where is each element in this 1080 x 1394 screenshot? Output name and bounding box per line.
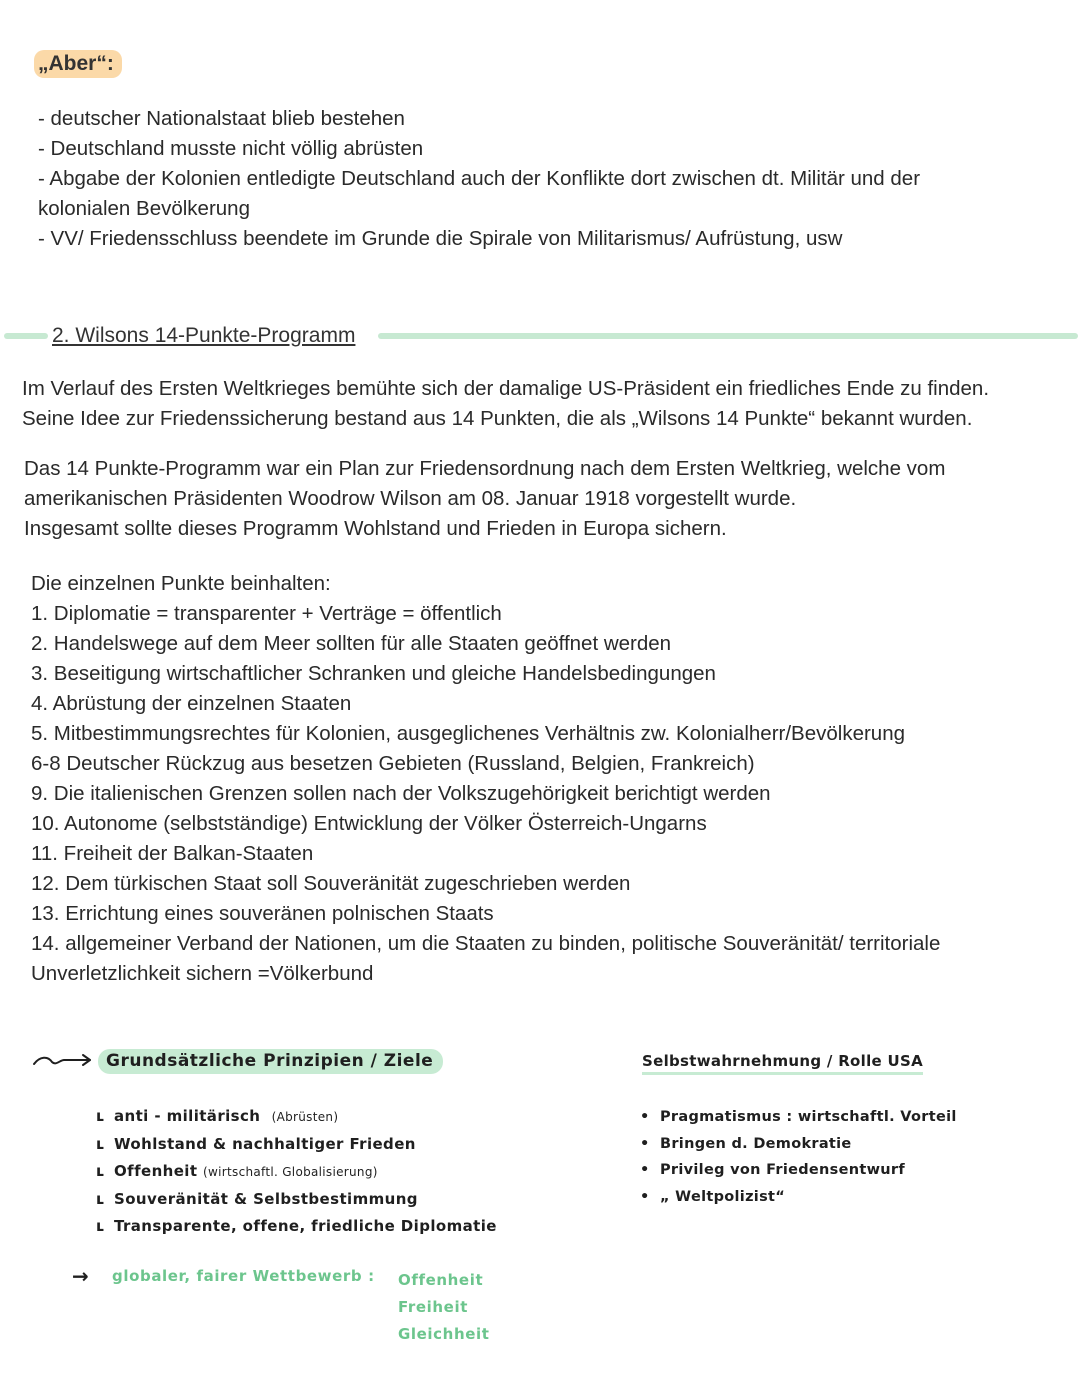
- point-item: 10. Autonome (selbstständige) Entwicklung der Völker Österreich-Ungarns: [31, 812, 707, 835]
- usa-role-text: „ Weltpolizist“: [660, 1188, 786, 1205]
- curved-arrow-icon: [30, 1050, 94, 1070]
- principle-note: (wirtschaftl. Globalisierung): [203, 1165, 378, 1179]
- aber-point: - VV/ Friedensschluss beendete im Grunde die Spirale von Militarismus/ Aufrüstung, usw: [38, 227, 843, 250]
- value-item: Gleichheit: [398, 1325, 490, 1343]
- value-item: Freiheit: [398, 1298, 468, 1316]
- principles-list: [96, 1103, 497, 1240]
- aber-heading: „Aber“:: [34, 50, 122, 78]
- principle-text: anti - militärisch: [114, 1107, 261, 1125]
- paragraph-line: Insgesamt sollte dieses Programm Wohlstand und Frieden in Europa sichern.: [24, 517, 727, 540]
- usa-role-item: [640, 1104, 957, 1131]
- bullet-icon: •: [640, 1135, 650, 1152]
- point-item: 4. Abrüstung der einzelnen Staaten: [31, 692, 352, 715]
- principle-item: [96, 1186, 497, 1213]
- aber-point: kolonialen Bevölkerung: [38, 197, 250, 220]
- principle-item: [96, 1131, 497, 1158]
- usa-role-text: Bringen d. Demokratie: [660, 1135, 852, 1152]
- aber-point: - deutscher Nationalstaat blieb bestehen: [38, 107, 405, 130]
- point-item: 9. Die italienischen Grenzen sollen nach der Volkszugehörigkeit berichtigt werden: [31, 782, 771, 805]
- point-item: 3. Beseitigung wirtschaftlicher Schranken und gleiche Handelsbedingungen: [31, 662, 716, 685]
- paragraph-line: amerikanischen Präsidenten Woodrow Wilson am 08. Januar 1918 vorgestellt wurde.: [24, 487, 797, 510]
- point-item: 12. Dem türkischen Staat soll Souveränität zugeschrieben werden: [31, 872, 631, 895]
- usa-role-list: [640, 1104, 957, 1210]
- usa-role-title: Selbstwahrnehmung / Rolle USA: [642, 1052, 923, 1075]
- point-item: 14. allgemeiner Verband der Nationen, um die Staaten zu binden, politische Souveränität/ territoriale: [31, 932, 941, 955]
- paragraph-line: Das 14 Punkte-Programm war ein Plan zur Friedensordnung nach dem Ersten Weltkrieg, welche vom: [24, 457, 946, 480]
- principle-text: Transparente, offene, friedliche Diplomatie: [114, 1217, 497, 1235]
- point-item: 2. Handelswege auf dem Meer sollten für alle Staaten geöffnet werden: [31, 632, 672, 655]
- principle-item: [96, 1103, 497, 1131]
- arrow-right-icon: →: [72, 1264, 89, 1288]
- principle-text: Souveränität & Selbstbestimmung: [114, 1190, 418, 1208]
- usa-role-item: [640, 1157, 957, 1184]
- tick-icon: ʟ: [96, 1135, 105, 1153]
- point-item: 6-8 Deutscher Rückzug aus besetzen Gebieten (Russland, Belgien, Frankreich): [31, 752, 755, 775]
- aber-point: - Deutschland musste nicht völlig abrüsten: [38, 137, 424, 160]
- usa-role-item: [640, 1131, 957, 1158]
- aber-point: - Abgabe der Kolonien entledigte Deutschland auch der Konflikte dort zwischen dt. Militär und der: [38, 167, 921, 190]
- usa-role-text: Pragmatismus : wirtschaftl. Vorteil: [660, 1109, 957, 1125]
- global-values: [398, 1267, 490, 1348]
- bullet-icon: •: [640, 1109, 650, 1125]
- principle-text: Wohlstand & nachhaltiger Frieden: [114, 1135, 416, 1153]
- tick-icon: ʟ: [96, 1162, 105, 1180]
- intro-paragraph-2: [24, 454, 945, 544]
- bullet-icon: •: [640, 1188, 650, 1205]
- global-competition-label: globaler, fairer Wettbewerb :: [112, 1267, 375, 1285]
- fourteen-points-list: [31, 569, 940, 989]
- paragraph-line: Im Verlauf des Ersten Weltkrieges bemühte sich der damalige US-Präsident ein friedliches Ende zu finden.: [22, 377, 990, 400]
- principles-title: Grundsätzliche Prinzipien / Ziele: [98, 1049, 443, 1074]
- tick-icon: ʟ: [96, 1217, 105, 1235]
- usa-role-item: [640, 1184, 957, 1211]
- point-item: 13. Errichtung eines souveränen polnischen Staats: [31, 902, 494, 925]
- principle-text: Offenheit: [114, 1162, 198, 1180]
- principle-note: (Abrüsten): [271, 1110, 339, 1124]
- point-item: 5. Mitbestimmungsrechtes für Kolonien, ausgeglichenes Verhältnis zw. Kolonialherr/Bevölkerung: [31, 722, 906, 745]
- points-intro: Die einzelnen Punkte beinhalten:: [31, 572, 331, 595]
- intro-paragraph-1: [22, 374, 989, 434]
- tick-icon: ʟ: [96, 1190, 105, 1208]
- tick-icon: ʟ: [96, 1107, 105, 1125]
- point-item: 11. Freiheit der Balkan-Staaten: [31, 842, 314, 865]
- usa-role-text: Privileg von Friedensentwurf: [660, 1162, 905, 1178]
- paragraph-line: Seine Idee zur Friedenssicherung bestand aus 14 Punkten, die als „Wilsons 14 Punkte“ bekannt wurden.: [22, 407, 973, 430]
- principle-item: [96, 1158, 497, 1186]
- section-title: 2. Wilsons 14-Punkte-Programm: [52, 324, 356, 347]
- aber-points: [38, 104, 920, 254]
- principle-item: [96, 1213, 497, 1240]
- bullet-icon: •: [640, 1162, 650, 1178]
- value-item: Offenheit: [398, 1271, 484, 1289]
- point-item: Unverletzlichkeit sichern =Völkerbund: [31, 962, 374, 985]
- section-rule-left: [4, 333, 48, 339]
- section-rule-right: [378, 333, 1078, 339]
- point-item: 1. Diplomatie = transparenter + Verträge = öffentlich: [31, 602, 502, 625]
